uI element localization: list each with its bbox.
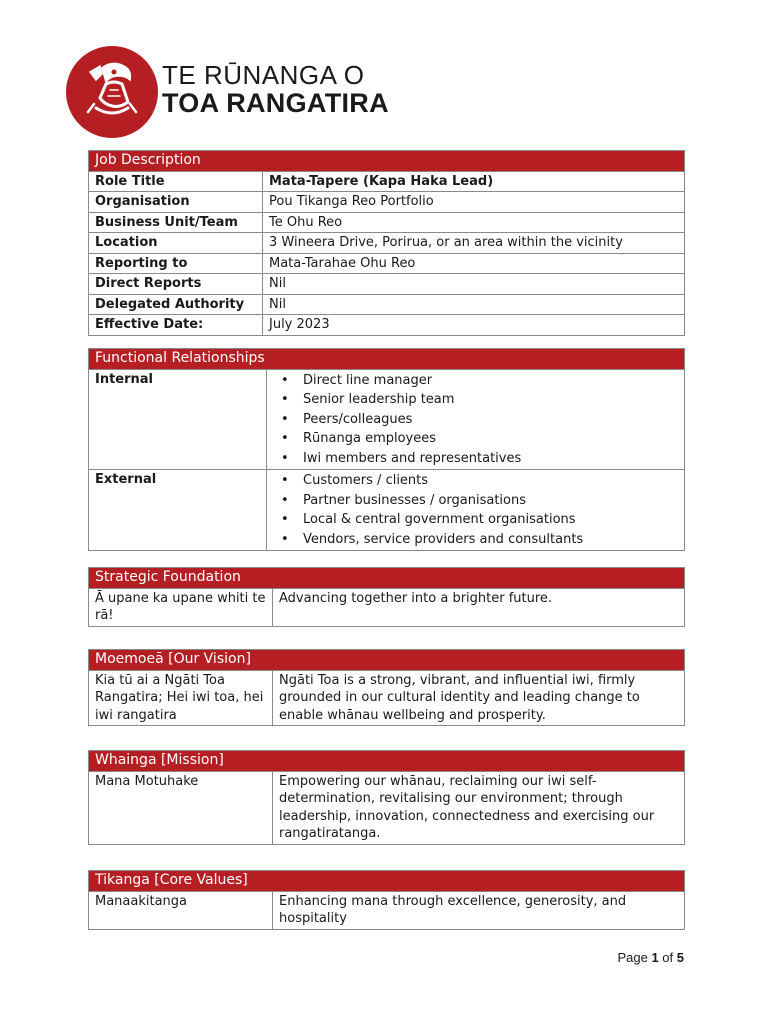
list-item: • Senior leadership team — [273, 390, 678, 410]
strategic-foundation-translation: Advancing together into a brighter future. — [273, 588, 685, 626]
list-item: • Partner businesses / organisations — [273, 491, 678, 511]
of-word: of — [662, 950, 674, 965]
mission-title: Mana Motuhake — [89, 771, 273, 844]
mission-heading: Whainga [Mission] — [89, 751, 685, 772]
row-label: Direct Reports — [89, 274, 263, 295]
table-row — [89, 470, 685, 551]
core-values-heading: Tikanga [Core Values] — [89, 871, 685, 892]
functional-relationships-table — [88, 348, 685, 551]
table-row — [89, 212, 685, 233]
row-label: Location — [89, 233, 263, 254]
table-row — [89, 253, 685, 274]
vision-heading: Moemoeā [Our Vision] — [89, 650, 685, 671]
table-row — [89, 369, 685, 470]
job-description-table — [88, 150, 685, 336]
table-row — [89, 891, 685, 929]
current-page: 1 — [651, 950, 659, 965]
core-values-table — [88, 870, 685, 930]
external-label: External — [89, 470, 267, 551]
vision-statement: Ngāti Toa is a strong, vibrant, and influential iwi, firmly grounded in our cultural identity and leading change to enable whānau wellbeing and prosperity. — [273, 670, 685, 726]
row-value: Pou Tikanga Reo Portfolio — [263, 192, 685, 213]
table-row — [89, 315, 685, 336]
value-name: Manaakitanga — [89, 891, 273, 929]
table-row — [89, 233, 685, 254]
brand-wordmark — [162, 62, 389, 117]
row-value: 3 Wineera Drive, Porirua, or an area within the vicinity — [263, 233, 685, 254]
page-number — [617, 950, 684, 965]
table-row — [89, 670, 685, 726]
row-value: July 2023 — [263, 315, 685, 336]
value-description: Enhancing mana through excellence, generosity, and hospitality — [273, 891, 685, 929]
table-row — [89, 588, 685, 626]
row-value: Mata-Tarahae Ohu Reo — [263, 253, 685, 274]
row-value: Mata-Tapere (Kapa Haka Lead) — [263, 171, 685, 192]
mission-statement: Empowering our whānau, reclaiming our iwi self-determination, revitalising our environment; through leadership, innovation, connectedness and exercising our rangatiratanga. — [273, 771, 685, 844]
row-label: Role Title — [89, 171, 263, 192]
external-list — [273, 471, 678, 549]
list-item: • Local & central government organisations — [273, 510, 678, 530]
row-label: Organisation — [89, 192, 263, 213]
table-row — [89, 171, 685, 192]
runanga-logo — [66, 46, 158, 138]
strategic-foundation-heading: Strategic Foundation — [89, 568, 685, 589]
functional-relationships-heading: Functional Relationships — [89, 349, 685, 370]
strategic-foundation-whakatauki: Ā upane ka upane whiti te rā! — [89, 588, 273, 626]
list-item: • Rūnanga employees — [273, 429, 678, 449]
row-value: Te Ohu Reo — [263, 212, 685, 233]
row-value: Nil — [263, 274, 685, 295]
page-word: Page — [617, 950, 648, 965]
row-label: Effective Date: — [89, 315, 263, 336]
vision-table — [88, 649, 685, 726]
row-label: Business Unit/Team — [89, 212, 263, 233]
job-description-heading: Job Description — [89, 151, 685, 172]
list-item: • Vendors, service providers and consultants — [273, 530, 678, 550]
list-item: • Customers / clients — [273, 471, 678, 491]
table-row — [89, 294, 685, 315]
row-value: Nil — [263, 294, 685, 315]
total-pages: 5 — [676, 950, 684, 965]
table-row — [89, 192, 685, 213]
mission-table — [88, 750, 685, 845]
list-item: • Peers/colleagues — [273, 410, 678, 430]
table-row — [89, 771, 685, 844]
internal-label: Internal — [89, 369, 267, 470]
row-label: Reporting to — [89, 253, 263, 274]
brand-line-2: TOA RANGATIRA — [162, 88, 389, 118]
internal-list — [273, 371, 678, 469]
strategic-foundation-table — [88, 567, 685, 627]
vision-whakatauki: Kia tū ai a Ngāti Toa Rangatira; Hei iwi toa, hei iwi rangatira — [89, 670, 273, 726]
table-row — [89, 274, 685, 295]
row-label: Delegated Authority — [89, 294, 263, 315]
brand-line-1: TE RŪNANGA O — [162, 60, 365, 90]
list-item: • Direct line manager — [273, 371, 678, 391]
list-item: • Iwi members and representatives — [273, 449, 678, 469]
